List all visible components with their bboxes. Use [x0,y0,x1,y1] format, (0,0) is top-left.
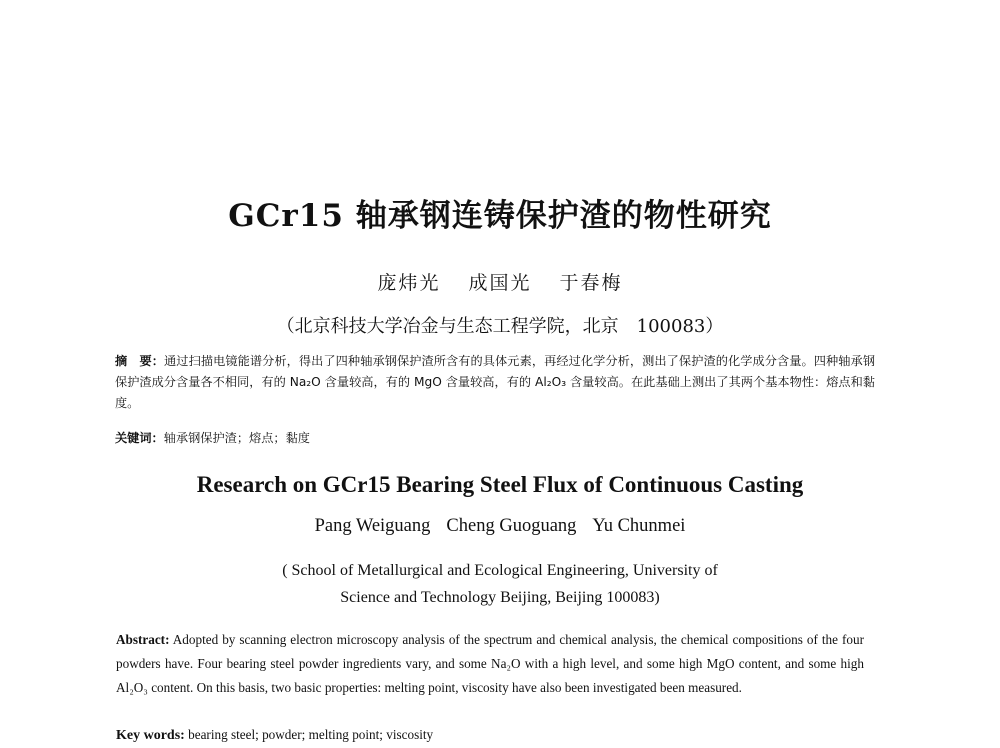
keywords-english [116,726,864,745]
author-en-2: Cheng Guoguang [446,516,577,536]
keywords-en-text: bearing steel; powder; melting point; viscosity [188,727,434,742]
author-cn-3: 于春梅 [559,272,623,294]
title-english: Research on GCr15 Bearing Steel Flux of Continuous Casting [196,472,804,497]
title-chinese: GCr15 轴承钢连铸保护渣的物性研究 [228,198,772,234]
affiliation-chinese: （北京科技大学冶金与生态工程学院，北京 100083） [276,316,724,337]
author-en-1: Pang Weiguang [314,516,431,536]
keywords-chinese [115,429,875,447]
abstract-chinese [115,351,875,414]
keywords-cn-label: 关键词： [115,431,164,445]
affiliation-en-line2: Science and Technology Beijing, Beijing 100083) [340,589,660,606]
author-en-3: Yu Chunmei [592,516,686,536]
affiliation-en-line1: ( School of Metallurgical and Ecological Engineering, University of [282,562,718,579]
authors-english [0,516,1000,537]
keywords-en-label: Key words: [116,728,185,743]
abstract-english [116,628,864,700]
authors-chinese [0,268,1000,295]
abstract-cn-label: 摘 要： [115,354,165,368]
abstract-en-text: Adopted by scanning electron microscopy analysis of the spectrum and chemical analysis, the chemical compositions of the four powders have. Four bearing steel powder ingredients vary, and some Na₂O with a high level, and some high MgO content, and some high Al₂O₃ content. On this basis, two basic properties: melting point, viscosity have also been investigated been measured. [116,632,864,695]
abstract-cn-text: 通过扫描电镜能谱分析，得出了四种轴承钢保护渣所含有的具体元素，再经过化学分析，测出了保护渣的化学成分含量。四种轴承钢保护渣成分含量各不相同，有的 Na₂O 含量较高，有的 MgO 含量较高，有的 Al₂O₃ 含量较高。在此基础上测出了其两个基本物性：熔点和黏度。 [115,354,876,410]
author-cn-2: 成国光 [468,272,532,294]
author-cn-1: 庞炜光 [377,272,441,294]
abstract-en-label: Abstract: [116,632,170,647]
keywords-cn-text: 轴承钢保护渣；熔点；黏度 [163,431,310,445]
affiliation-english [0,557,1000,611]
